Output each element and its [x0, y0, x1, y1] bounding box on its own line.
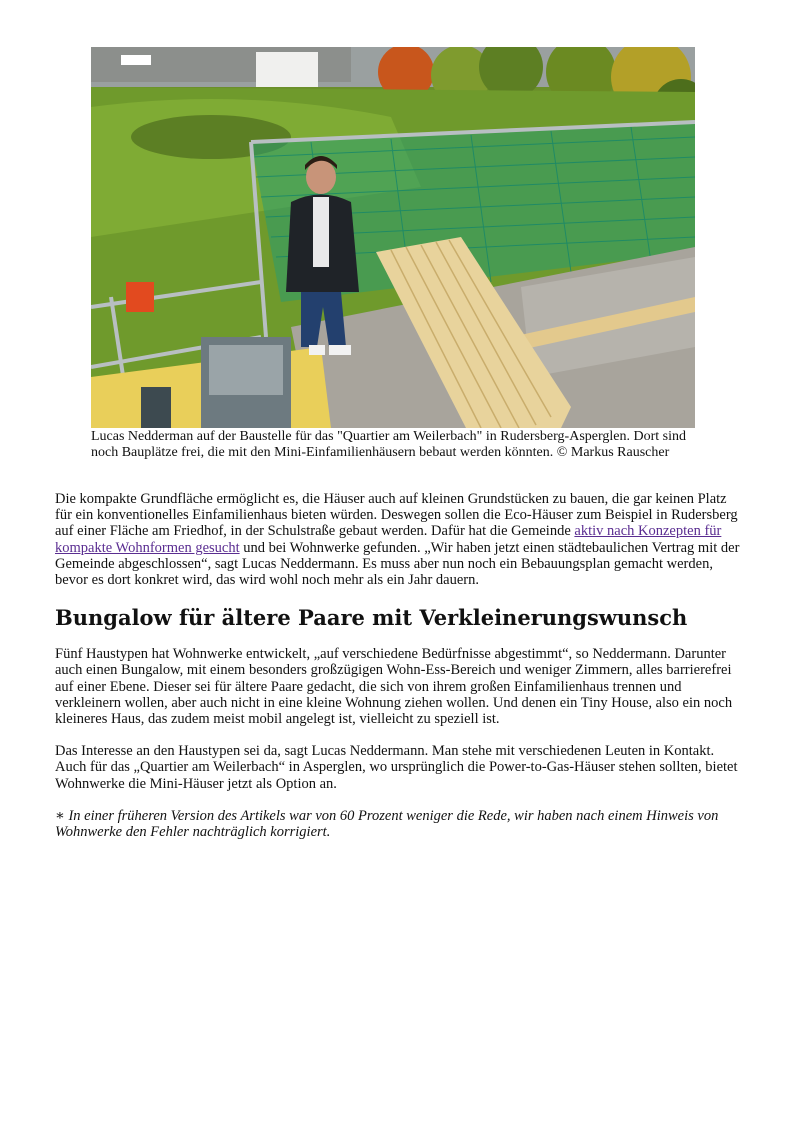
paragraph-3: Das Interesse an den Haustypen sei da, sagt Lucas Neddermann. Man stehe mit verschiedenen Leuten in Kontakt. Auch für das „Quartier am Weilerbach“ in Asperglen, wo ursprünglich die Power-to-Gas-Häuser stehen sollten, bietet Wohnwerke die Mini-Häuser jetzt als Option an.	[55, 743, 738, 792]
paragraph-2: Fünf Haustypen hat Wohnwerke entwickelt, „auf verschiedene Bedürfnisse abgestimmt“, so Neddermann. Darunter auch einen Bungalow, mit einem besonders großzügigen Wohn-Ess-Bereich und weniger Zimmern, alles barrierefrei auf einer Ebene. Dieser sei für ältere Paare gedacht, die sich von ihrem großen Einfamilienhaus trennen und verkleinern wollen, aber auch nicht in eine kleine Wohnung ziehen wollen. Und denen ein Tiny House, also ein noch kleineres Haus, das zudem meist mobil angelegt ist, vielleicht zu speziell ist.	[55, 646, 733, 728]
construction-site-photo	[91, 47, 695, 428]
paragraph-1-before-link: Die kompakte Grundfläche ermöglicht es, die Häuser auch auf kleinen Grundstücken zu bauen, die gar keinen Platz für ein konventionelles Einfamilienhaus bieten würden. Deswegen sollen die Eco-Häuser zum Beispiel in Rudersberg auf einer Fläche am Friedhof, in der Schulstraße gebaut werden. Dafür hat die Gemeinde	[55, 491, 738, 540]
section-heading: Bungalow für ältere Paare mit Verkleinerungswunsch	[55, 605, 688, 631]
article-link[interactable]: aktiv nach Konzepten für kompakte Wohnformen gesucht	[55, 523, 722, 556]
photo-caption: Lucas Nedderman auf der Baustelle für das "Quartier am Weilerbach" in Rudersberg-Asperglen. Dort sind noch Bauplätze frei, die mit den Mini-Einfamilienhäusern bebaut werden könnten. © Markus Rauscher	[91, 429, 686, 460]
article-body	[55, 491, 745, 856]
article-photo	[91, 47, 695, 428]
paragraph-1-after-link: und bei Wohnwerke gefunden. „Wir haben jetzt einen städtebaulichen Vertrag mit der Gemeinde abgeschlossen“, sagt Lucas Neddermann. Es muss aber nun noch ein Bebauungsplan gemacht werden, bevor es dort konkret wird, das wird wohl noch mehr als ein Jahr dauern.	[55, 539, 740, 589]
correction-note: ∗ In einer früheren Version des Artikels war von 60 Prozent weniger die Rede, wir haben nach einem Hinweis von Wohnwerke den Fehler nachträglich korrigiert.	[55, 807, 719, 841]
paragraph-1	[55, 491, 745, 588]
